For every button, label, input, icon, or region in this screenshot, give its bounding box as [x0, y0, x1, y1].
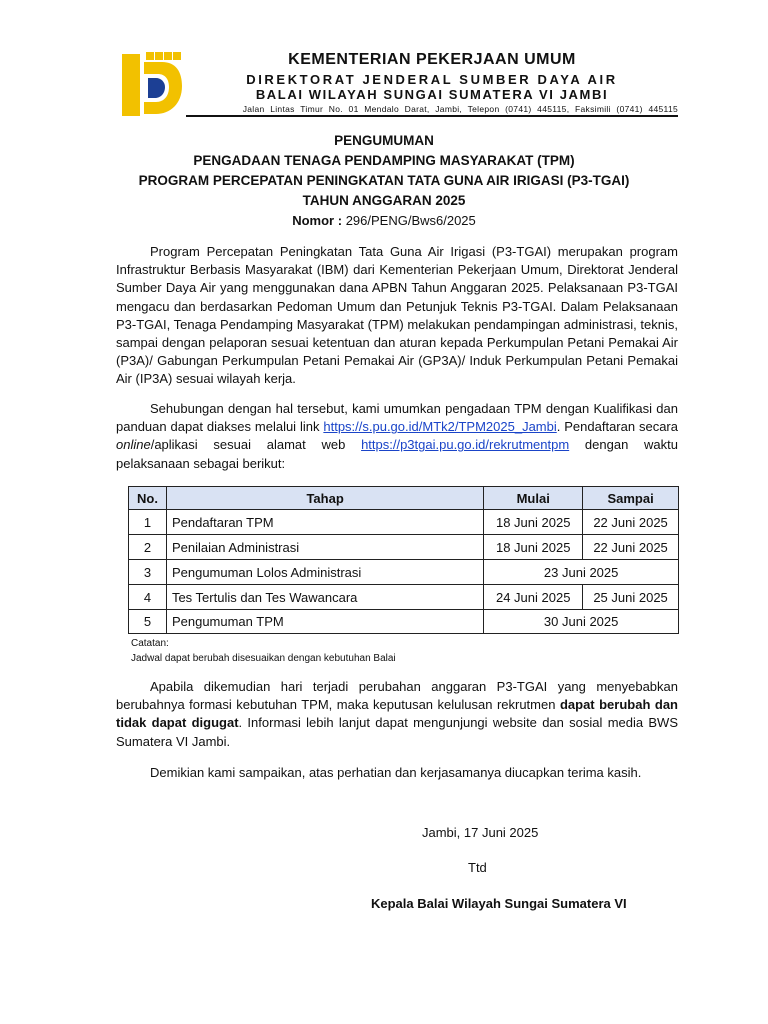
note-text: Jadwal dapat berubah disesuaikan dengan kebutuhan Balai — [131, 653, 396, 664]
row-no: 5 — [129, 610, 167, 634]
col-header-no: No. — [129, 487, 167, 510]
row-date: 30 Juni 2025 — [484, 610, 679, 634]
ministry-name: KEMENTERIAN PEKERJAAN UMUM — [288, 51, 576, 68]
table-row — [129, 560, 679, 585]
document-number — [90, 211, 678, 230]
closing-paragraph — [116, 764, 678, 782]
table-row — [129, 585, 679, 610]
nomor-label: Nomor : — [292, 213, 343, 228]
row-no: 2 — [129, 535, 167, 560]
place-date: Jambi, 17 Juni 2025 — [422, 825, 539, 840]
table-row — [129, 535, 679, 560]
announcement-subject: PENGADAAN TENAGA PENDAMPING MASYARAKAT (TPM) — [193, 153, 575, 168]
directorate-name: DIREKTORAT JENDERAL SUMBER DAYA AIR — [246, 72, 618, 87]
schedule-note — [131, 636, 396, 666]
office-name: BALAI WILAYAH SUNGAI SUMATERA VI JAMBI — [255, 87, 609, 102]
recruitment-link[interactable]: https://p3tgai.pu.go.id/rekrutmentpm — [361, 437, 570, 453]
row-no: 3 — [129, 560, 167, 585]
guide-link[interactable]: https://s.pu.go.id/MTk2/TPM2025_Jambi — [323, 419, 557, 435]
col-header-tahap: Tahap — [166, 487, 483, 510]
budget-change-paragraph — [116, 678, 678, 751]
ttd-label: Ttd — [468, 860, 487, 875]
row-mulai: 18 Juni 2025 — [484, 535, 583, 560]
schedule-table — [128, 486, 679, 634]
budget-text-b: . Informasi lebih lanjut dapat mengunjungi website dan sosial media BWS Sumatera VI Jambi. — [116, 715, 678, 749]
note-label: Catatan: — [131, 638, 169, 649]
row-no: 1 — [129, 510, 167, 535]
row-no: 4 — [129, 585, 167, 610]
row-sampai: 25 Juni 2025 — [583, 585, 679, 610]
fiscal-year: TAHUN ANGGARAN 2025 — [302, 193, 466, 208]
registration-text-b: . Pendaftaran secara — [556, 419, 678, 435]
row-tahap: Penilaian Administrasi — [166, 535, 483, 560]
signer-title: Kepala Balai Wilayah Sungai Sumatera VI — [371, 896, 627, 911]
row-date: 23 Juni 2025 — [484, 560, 679, 585]
row-tahap: Pengumuman Lolos Administrasi — [166, 560, 483, 585]
closing-text: Demikian kami sampaikan, atas perhatian dan kerjasamanya diucapkan terima kasih. — [150, 765, 642, 780]
online-word: online — [116, 437, 151, 453]
registration-text-a: Sehubungan dengan hal tersebut, kami umumkan pengadaan TPM dengan Kualifikasi dan panduan dapat diakses melalui link — [116, 401, 678, 435]
pupr-logo-icon — [122, 52, 186, 118]
table-row — [129, 610, 679, 634]
row-tahap: Pendaftaran TPM — [166, 510, 483, 535]
announcement-title-block — [90, 131, 678, 230]
row-mulai: 24 Juni 2025 — [484, 585, 583, 610]
budget-text-a: Apabila dikemudian hari terjadi perubahan anggaran P3-TGAI yang menyebabkan berubahnya formasi kebutuhan TPM, maka keputusan kelulusan rekrutmen — [116, 679, 678, 713]
budget-text-bold: dapat berubah dan tidak dapat digugat — [116, 697, 678, 731]
announcement-label: PENGUMUMAN — [334, 133, 434, 148]
table-row — [129, 510, 679, 535]
row-tahap: Tes Tertulis dan Tes Wawancara — [166, 585, 483, 610]
intro-paragraph — [116, 243, 678, 389]
registration-text-d: dengan waktu pelaksanaan sebagai berikut: — [116, 437, 678, 471]
row-sampai: 22 Juni 2025 — [583, 510, 679, 535]
intro-text: Program Percepatan Peningkatan Tata Guna Air Irigasi (P3-TGAI) merupakan program Infrastruktur Berbasis Masyarakat (IBM) dari Kementerian Pekerjaan Umum, Direktorat Jenderal Sumber Daya Air yang menggunakan dana APBN Tahun Anggaran 2025. Pelaksanaan P3-TGAI mengacu dan berdasarkan Pedoman Umum dan Petunjuk Teknis P3-TGAI. Dalam Pelaksanaan P3-TGAI, Tenaga Pendamping Masyarakat (TPM) melakukan pendampingan administrasi, teknis, sampai dengan pelaporan sesuai ketentuan dan aturan kepada Perkumpulan Petani Pemakai Air (P3A)/ Gabungan Perkumpulan Petani Pemakai Air (GP3A)/ Induk Perkumpulan Petani Pemakai Air (IP3A) sesuai wilayah kerja. — [116, 244, 678, 387]
col-header-mulai: Mulai — [484, 487, 583, 510]
row-sampai: 22 Juni 2025 — [583, 535, 679, 560]
program-name: PROGRAM PERCEPATAN PENINGKATAN TATA GUNA AIR IRIGASI (P3-TGAI) — [138, 173, 630, 188]
registration-text-c: /aplikasi sesuai alamat web — [150, 437, 362, 453]
registration-paragraph — [116, 400, 678, 473]
letterhead — [186, 50, 678, 102]
col-header-sampai: Sampai — [583, 487, 679, 510]
letterhead-divider — [186, 115, 678, 117]
nomor-value: 296/PENG/Bws6/2025 — [345, 213, 476, 228]
row-mulai: 18 Juni 2025 — [484, 510, 583, 535]
row-tahap: Pengumuman TPM — [166, 610, 483, 634]
office-address: Jalan Lintas Timur No. 01 Mendalo Darat, Jambi, Telepon (0741) 445115, Faksimili (0741) 445115 — [242, 104, 678, 114]
table-header-row — [129, 487, 679, 510]
